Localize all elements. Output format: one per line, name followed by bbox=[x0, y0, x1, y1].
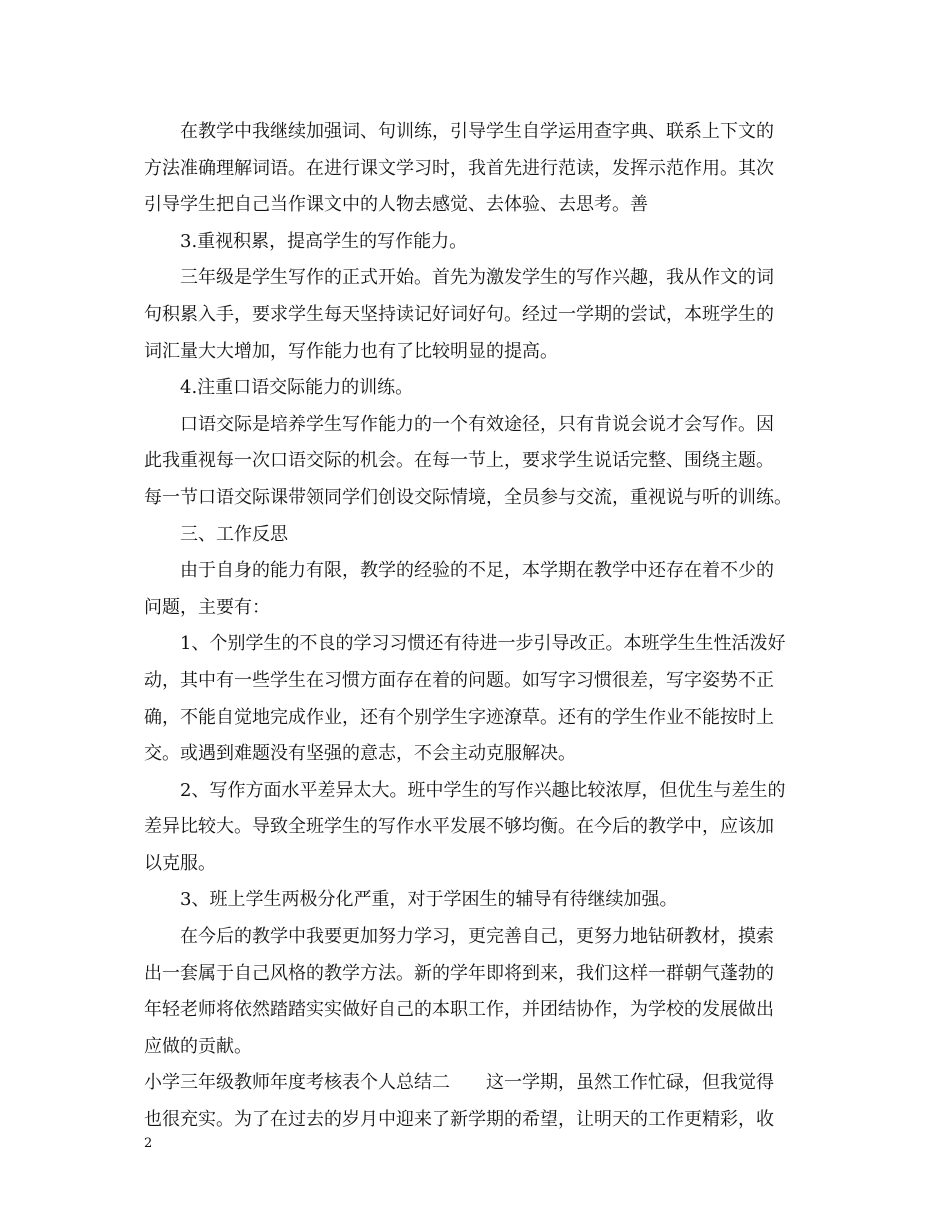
text-line: 动，其中有一些学生在习惯方面存在着的问题。如写字习惯很差，写字姿势不正 bbox=[144, 669, 774, 691]
text-line: 年轻老师将依然踏踏实实做好自己的本职工作，并团结协作，为学校的发展做出 bbox=[144, 999, 774, 1021]
text-line: 小学三年级教师年度考核表个人总结二 这一学期，虽然工作忙碌，但我觉得 bbox=[144, 1072, 774, 1094]
page-number: 2 bbox=[144, 1136, 153, 1151]
text-line: 问题，主要有： bbox=[144, 596, 270, 618]
text-line: 3、班上学生两极分化严重，对于学困生的辅导有待继续加强。 bbox=[180, 889, 678, 911]
text-line: 口语交际是培养学生写作能力的一个有效途径，只有肯说会说才会写作。因 bbox=[180, 413, 774, 435]
text-line: 方法准确理解词语。在进行课文学习时，我首先进行范读，发挥示范作用。其次 bbox=[144, 157, 774, 179]
text-line: 三、工作反思 bbox=[180, 523, 288, 545]
text-line: 在教学中我继续加强词、句训练，引导学生自学运用查字典、联系上下文的 bbox=[180, 121, 774, 142]
text-line: 差异比较大。导致全班学生的写作水平发展不够均衡。在今后的教学中，应该加 bbox=[144, 816, 774, 838]
text-line: 以克服。 bbox=[144, 852, 216, 874]
text-line: 引导学生把自己当作课文中的人物去感觉、去体验、去思考。善 bbox=[144, 194, 648, 216]
text-line: 在今后的教学中我要更加努力学习，更完善自己，更努力地钻研教材，摸索 bbox=[180, 926, 774, 948]
text-line: 3.重视积累，提高学生的写作能力。 bbox=[180, 230, 468, 252]
document-body bbox=[144, 114, 812, 1139]
text-line: 此我重视每一次口语交际的机会。在每一节上，要求学生说话完整、围绕主题。 bbox=[144, 450, 774, 472]
text-line: 句积累入手，要求学生每天坚持读记好词好句。经过一学期的尝试，本班学生的 bbox=[144, 303, 774, 325]
text-line: 1、个别学生的不良的学习习惯还有待进一步引导改正。本班学生生性活泼好 bbox=[180, 633, 786, 655]
text-line: 词汇量大大增加，写作能力也有了比较明显的提高。 bbox=[144, 340, 558, 362]
text-line: 三年级是学生写作的正式开始。首先为激发学生的写作兴趣，我从作文的词 bbox=[180, 267, 774, 289]
text-line: 2、写作方面水平差异太大。班中学生的写作兴趣比较浓厚，但优生与差生的 bbox=[180, 779, 786, 801]
text-line: 由于自身的能力有限，教学的经验的不足，本学期在教学中还存在着不少的 bbox=[180, 560, 774, 582]
text-line: 出一套属于自己风格的教学方法。新的学年即将到来，我们这样一群朝气蓬勃的 bbox=[144, 962, 774, 984]
text-line: 应做的贡献。 bbox=[144, 1035, 252, 1057]
text-line: 4.注重口语交际能力的训练。 bbox=[180, 377, 414, 399]
text-line: 每一节口语交际课带领同学们创设交际情境，全员参与交流，重视说与听的训练。 bbox=[144, 486, 792, 508]
text-line: 也很充实。为了在过去的岁月中迎来了新学期的希望，让明天的工作更精彩，收 bbox=[144, 1109, 774, 1131]
text-line: 交。或遇到难题没有坚强的意志，不会主动克服解决。 bbox=[144, 743, 576, 765]
text-line: 确，不能自觉地完成作业，还有个别学生字迹潦草。还有的学生作业不能按时上 bbox=[144, 706, 774, 728]
